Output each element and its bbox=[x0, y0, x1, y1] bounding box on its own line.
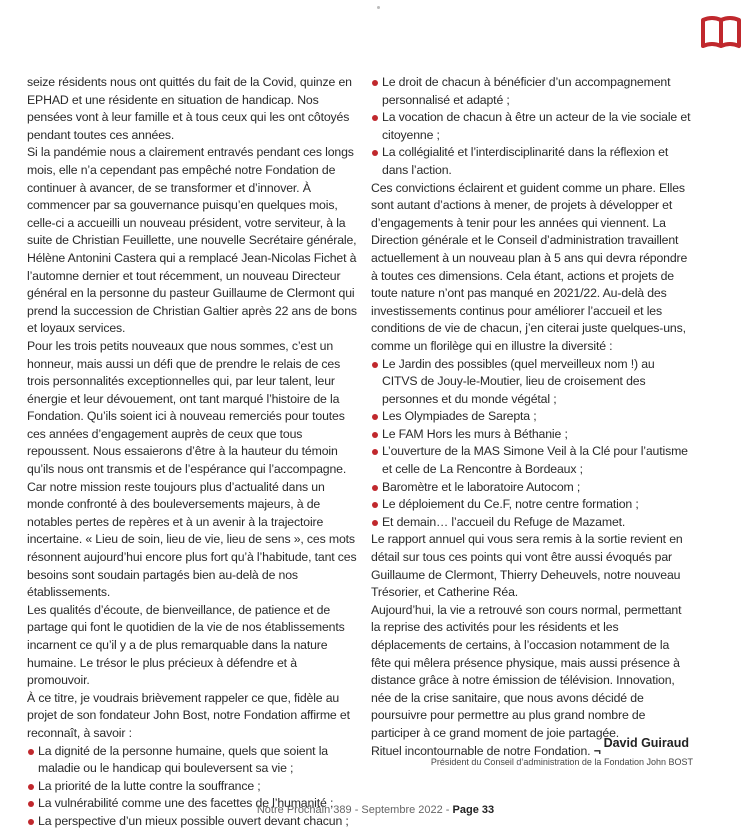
footer-text: Notre Prochain 389 - Septembre 2022 - bbox=[256, 804, 453, 816]
list-item: La collégialité et l’interdisciplinarité dans la réflexion et dans l’action. bbox=[371, 144, 691, 179]
decorative-dot bbox=[377, 6, 380, 9]
list-item: Les Olympiades de Sarepta ; bbox=[371, 408, 691, 426]
signature-role: Président du Conseil d’administration de la Fondation John BOST bbox=[430, 757, 693, 767]
page-footer bbox=[0, 804, 751, 816]
book-icon bbox=[700, 14, 742, 50]
list-item: Et demain… l’accueil du Refuge de Mazamet. bbox=[371, 514, 691, 532]
list-item: Le Jardin des possibles (quel merveilleux nom !) au CITVS de Jouy-le-Moutier, lieu de croisement des personnes et du monde végétal ; bbox=[371, 356, 691, 409]
paragraph: Ces convictions éclairent et guident comme un phare. Elles sont autant d’actions à mener, de projets à développer et d’engagements à tenir pour les années qui viennent. La Direction générale et le Conseil d’administration travaillent actuellement à un nouveau plan à 5 ans qui devra répondre à toutes ces dimensions. Cela étant, actions et projets de toute nature n’ont pas manqué en 2021/22. Au-delà des investissements continus pour améliorer l’accueil et les conditions de vie de chacun, j’en citerai juste quelques-uns, comme un florilège qui en illustre la diversité : bbox=[371, 180, 688, 353]
list-item: Baromètre et le laboratoire Autocom ; bbox=[371, 479, 691, 497]
right-column bbox=[371, 74, 691, 760]
bullet-list bbox=[27, 743, 359, 831]
list-item: La vocation de chacun à être un acteur de la vie sociale et citoyenne ; bbox=[371, 109, 691, 144]
paragraph: Si la pandémie nous a clairement entravés pendant ces longs mois, elle n’a cependant pas empêché notre Fondation de continuer à avancer, de se transformer et d’innover. À commencer par sa gouvernance puisqu’en quelques mois, celle-ci a accueilli un nouveau président, votre serviteur, à la suite de Christian Feuillette, une nouvelle Secrétaire générale, Hélène Antonini Castera qui a remplacé Jean-Nicolas Fichet à l’automne dernier et tout récemment, un nouveau Directeur général en la personne du pasteur Guillaume de Clermont qui prend la succession de Christian Galtier après 22 ans de bons et loyaux services. bbox=[27, 145, 357, 336]
bullet-icon bbox=[28, 749, 34, 755]
paragraph: Pour les trois petits nouveaux que nous sommes, c’est un honneur, mais aussi un défi que de prendre le relais de ces trois personnalités exceptionnelles qui, par leur talent, leur énergie et leur dévouement, ont tant marqué l’histoire de la Fondation. Qu’ils soient ici à nouveau remerciés pour toutes ces années d’engagement auprès de ceux que tous repoussent. Nous essaierons d’être à la hauteur du témoin qu’ils nous ont transmis et de l’espérance qui l’accompagne. bbox=[27, 338, 347, 477]
bullet-icon bbox=[372, 150, 378, 156]
bullet-icon bbox=[372, 485, 378, 491]
list-item: La vulnérabilité comme une des facettes de l’humanité ; bbox=[27, 795, 359, 813]
bullet-icon bbox=[372, 115, 378, 121]
list-item: La perspective d’un mieux possible ouvert devant chacun ; bbox=[27, 813, 359, 831]
list-item: La priorité de la lutte contre la souffrance ; bbox=[27, 778, 359, 796]
signature-name: David Guiraud bbox=[603, 736, 689, 750]
closing-paragraph: Rituel incontournable de notre Fondation. ¬ bbox=[371, 743, 601, 758]
bullet-icon bbox=[372, 502, 378, 508]
paragraph: À ce titre, je voudrais brièvement rappeler ce que, fidèle au projet de son fondateur John Bost, notre Fondation affirme et reconnaît, à savoir : bbox=[27, 690, 350, 740]
bullet-icon bbox=[372, 80, 378, 86]
paragraph: Aujourd’hui, la vie a retrouvé son cours normal, permettant la reprise des activités pour les résidents et les déplacements de certains, à l’occasion notamment de la fête qui mêlera présence physique, mais aussi présence à distance grâce à notre émission de télévision. Innovation, née de la crise sanitaire, que nous avons décidé de poursuivre pour permettre au plus grand nombre de participer à ce grand moment de joie partagée. bbox=[371, 602, 682, 740]
list-item: L’ouverture de la MAS Simone Veil à la Clé pour l’autisme et celle de La Rencontre à Bordeaux ; bbox=[371, 443, 691, 478]
bullet-icon bbox=[28, 819, 34, 825]
bullet-icon bbox=[372, 362, 378, 368]
left-column bbox=[27, 74, 359, 831]
end-mark-icon: ¬ bbox=[593, 743, 601, 758]
list-item: Le déploiement du Ce.F, notre centre formation ; bbox=[371, 496, 691, 514]
paragraph: Les qualités d’écoute, de bienveillance, de patience et de partage qui font le quotidien de la vie de nos établissements incarnent ce qu’il y a de plus remarquable dans la nature humaine. Le trésor le plus précieux à défendre et à promouvoir. bbox=[27, 602, 345, 688]
list-item: Le droit de chacun à bénéficier d’un accompagnement personnalisé et adapté ; bbox=[371, 74, 691, 109]
bullet-list bbox=[371, 356, 691, 532]
bullet-icon bbox=[372, 520, 378, 526]
paragraph: Le rapport annuel qui vous sera remis à la sortie revient en détail sur tous ces points qui vont être aussi évoqués par Guillaume de Clermont, Thierry Deheuvels, notre nouveau Trésorier, et Catherine Réa. bbox=[371, 532, 683, 600]
list-item: La dignité de la personne humaine, quels que soient la maladie ou le handicap qui bouleversent sa vie ; bbox=[27, 743, 359, 778]
list-item: Le FAM Hors les murs à Béthanie ; bbox=[371, 426, 691, 444]
page-number: Page 33 bbox=[452, 804, 495, 816]
bullet-list bbox=[371, 74, 691, 180]
bullet-icon bbox=[372, 414, 378, 420]
bullet-icon bbox=[372, 449, 378, 455]
bullet-icon bbox=[28, 784, 34, 790]
bullet-icon bbox=[372, 432, 378, 438]
paragraph: Car notre mission reste toujours plus d’actualité dans un monde confronté à des bouleversements majeurs, à de notables pertes de repères et à un avenir à la trajectoire incertaine. « Lieu de soin, lieu de vie, lieu de sens », ces mots résonnent aujourd’hui encore plus fort qu’à l’habitude, tant ces besoins sont soudain partagés bien au-delà de nos établissements. bbox=[27, 479, 357, 600]
paragraph: seize résidents nous ont quittés du fait de la Covid, quinze en EPHAD et une résidente en situation de handicap. Nos pensées vont à leur famille et à tous ceux qui les ont côtoyés pendant toutes ces années. bbox=[27, 75, 352, 142]
